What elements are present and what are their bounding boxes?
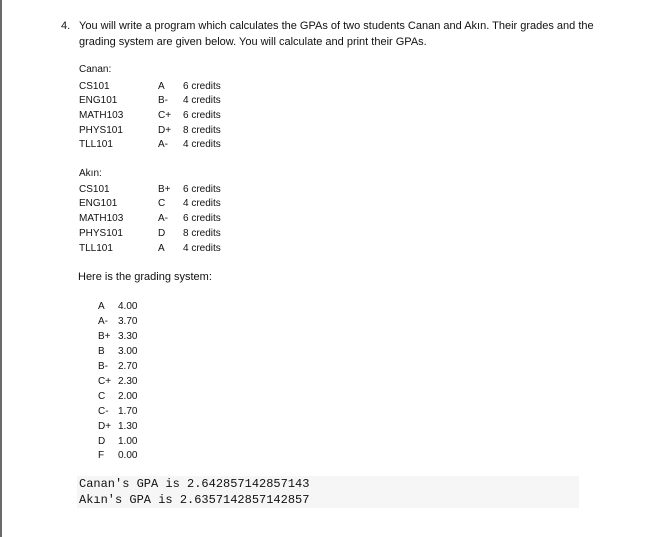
grade-value: 1.00 — [118, 436, 138, 447]
course-code: MATH103 — [79, 110, 124, 121]
grade-value: 3.30 — [118, 331, 138, 342]
grading-scale-row — [98, 448, 168, 463]
course-credits: 6 credits — [183, 110, 221, 121]
course-row — [79, 80, 259, 94]
grade-letter: A — [98, 301, 105, 312]
page-left-border — [0, 0, 2, 537]
course-code: TLL101 — [79, 243, 113, 254]
output-line: Canan's GPA is 2.642857142857143 — [79, 477, 310, 491]
grade-letter: C+ — [98, 376, 112, 387]
course-row — [79, 94, 259, 108]
grading-scale-row — [98, 359, 168, 374]
course-grade: A- — [158, 213, 168, 224]
grade-value: 2.00 — [118, 391, 138, 402]
course-credits: 8 credits — [183, 228, 221, 239]
course-row — [79, 197, 259, 211]
grading-intro: Here is the grading system: — [78, 271, 212, 283]
course-credits: 8 credits — [183, 125, 221, 136]
course-grade: D — [158, 228, 166, 239]
grade-letter: C- — [98, 406, 109, 417]
grade-value: 3.00 — [118, 346, 138, 357]
course-code: PHYS101 — [79, 125, 123, 136]
grade-value: 3.70 — [118, 316, 138, 327]
course-grade: A — [158, 81, 165, 92]
grade-value: 0.00 — [118, 450, 138, 461]
course-code: ENG101 — [79, 95, 118, 106]
question-number: 4. — [61, 20, 71, 32]
course-row — [79, 109, 259, 123]
course-row — [79, 124, 259, 138]
grading-scale-row — [98, 434, 168, 449]
course-grade: A- — [158, 139, 168, 150]
grade-value: 1.70 — [118, 406, 138, 417]
course-grade: B+ — [158, 184, 171, 195]
course-row — [79, 242, 259, 256]
course-row — [79, 138, 259, 152]
course-credits: 6 credits — [183, 184, 221, 195]
course-grade: D+ — [158, 125, 172, 136]
grade-value: 4.00 — [118, 301, 138, 312]
course-grade: C — [158, 198, 166, 209]
course-code: PHYS101 — [79, 228, 123, 239]
grading-scale-row — [98, 404, 168, 419]
course-credits: 4 credits — [183, 139, 221, 150]
grade-letter: C — [98, 391, 106, 402]
course-row — [79, 212, 259, 226]
grade-letter: B — [98, 346, 105, 357]
course-grade: C+ — [158, 110, 172, 121]
course-credits: 6 credits — [183, 213, 221, 224]
grade-letter: D — [98, 436, 106, 447]
course-credits: 6 credits — [183, 81, 221, 92]
grade-value: 2.30 — [118, 376, 138, 387]
grading-scale-row — [98, 299, 168, 314]
grading-scale-row — [98, 374, 168, 389]
grade-letter: D+ — [98, 421, 112, 432]
course-credits: 4 credits — [183, 243, 221, 254]
course-row — [79, 183, 259, 197]
question-text: You will write a program which calculates the GPAs of two students Canan and Akın. Their grades and the grading system are given below. You will calculate and print their GPAs. — [79, 20, 594, 48]
course-code: ENG101 — [79, 198, 118, 209]
student-name: Canan: — [79, 64, 112, 75]
grading-scale-row — [98, 344, 168, 359]
course-credits: 4 credits — [183, 95, 221, 106]
grade-letter: B- — [98, 361, 108, 372]
course-code: CS101 — [79, 81, 110, 92]
course-credits: 4 credits — [183, 198, 221, 209]
course-code: MATH103 — [79, 213, 124, 224]
student-name: Akın: — [79, 168, 102, 179]
grading-scale-row — [98, 419, 168, 434]
output-line: Akın's GPA is 2.6357142857142857 — [79, 493, 310, 507]
grade-letter: A- — [98, 316, 108, 327]
course-row — [79, 227, 259, 241]
grading-scale-row — [98, 314, 168, 329]
course-code: CS101 — [79, 184, 110, 195]
grade-letter: F — [98, 450, 105, 461]
grade-value: 2.70 — [118, 361, 138, 372]
grade-value: 1.30 — [118, 421, 138, 432]
grade-letter: B+ — [98, 331, 111, 342]
grading-scale-row — [98, 329, 168, 344]
course-code: TLL101 — [79, 139, 113, 150]
grading-scale-row — [98, 389, 168, 404]
course-grade: A — [158, 243, 165, 254]
course-grade: B- — [158, 95, 168, 106]
program-output — [77, 476, 579, 508]
